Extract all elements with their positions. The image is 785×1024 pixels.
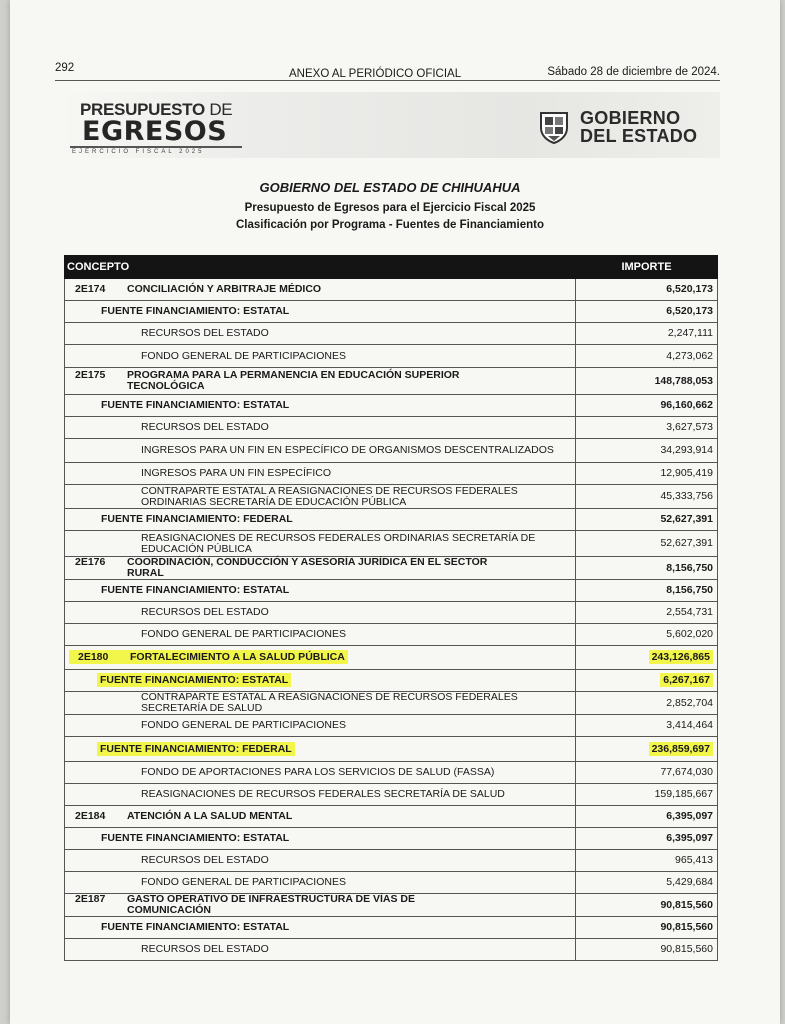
funding-source-label: FUENTE FINANCIAMIENTO: ESTATAL [97,673,291,687]
amount-value: 236,859,697 [649,742,713,756]
concept-cell [65,806,576,828]
funding-detail-label: RECURSOS DEL ESTADO [141,327,269,339]
amount-value: 2,247,111 [667,327,713,339]
program-code: 2E174 [75,283,106,295]
funding-detail-row [65,624,718,646]
concept-cell [65,917,576,939]
concept-header: CONCEPTO [65,256,576,279]
government-line-2: DEL ESTADO [580,126,698,146]
program-row [65,279,718,301]
funding-detail-label: CONTRAPARTE ESTATAL A REASIGNACIONES DE RECURSOS FEDERALES SECRETARÍA DE SALUD [141,691,518,714]
amount-cell [576,894,718,917]
funding-source-label: FUENTE FINANCIAMIENTO: ESTATAL [101,305,290,317]
program-code: 2E187 [75,893,106,905]
amount-cell [576,279,718,301]
funding-detail-label: INGRESOS PARA UN FIN ESPECÍFICO [141,467,332,479]
funding-source-row [65,917,718,939]
funding-detail-label: RECURSOS DEL ESTADO [141,421,269,433]
concept-cell [65,345,576,368]
document-subtitle: Presupuesto de Egresos para el Ejercicio Fiscal 2025 [244,202,536,214]
government-logo-text [580,109,697,145]
amount-cell [576,531,718,557]
amount-cell [576,323,718,345]
amount-cell [576,417,718,439]
concept-cell [65,894,576,917]
page-number: 292 [55,62,75,74]
funding-source-row [65,670,718,692]
amount-cell [576,692,718,715]
amount-cell [576,939,718,961]
funding-source-label: FUENTE FINANCIAMIENTO: ESTATAL [101,921,290,933]
concept-cell [65,692,576,715]
concept-cell [65,557,576,580]
concept-cell [65,463,576,485]
table-body [65,279,718,961]
concept-cell [65,580,576,602]
amount-value: 8,156,750 [666,584,713,596]
amount-cell [576,345,718,368]
funding-source-label: FUENTE FINANCIAMIENTO: FEDERAL [97,742,295,756]
brand-divider [70,146,242,148]
amount-value: 45,333,756 [660,490,713,502]
funding-detail-label: FONDO GENERAL DE PARTICIPACIONES [141,349,346,362]
amount-cell [576,395,718,417]
amount-cell [576,624,718,646]
header-divider [55,80,720,81]
highlight-mark [69,650,348,664]
concept-cell [65,670,576,692]
funding-detail-label: FONDO GENERAL DE PARTICIPACIONES [141,876,346,888]
amount-cell [576,715,718,737]
program-row [65,557,718,580]
page-header [55,62,720,82]
funding-detail-row [65,439,718,463]
amount-value: 52,627,391 [660,537,713,549]
funding-source-label: FUENTE FINANCIAMIENTO: ESTATAL [101,399,290,411]
amount-value: 52,627,391 [660,513,713,525]
amount-value: 90,815,560 [660,898,713,911]
brand-de-text: DE [209,100,233,119]
amount-value: 90,815,560 [660,943,713,955]
funding-source-row [65,509,718,531]
amount-value: 6,395,097 [666,832,713,844]
funding-detail-label: RECURSOS DEL ESTADO [141,943,269,955]
document-title: GOBIERNO DEL ESTADO DE CHIHUAHUA [259,180,521,195]
concept-cell [65,828,576,850]
concept-cell [65,323,576,345]
funding-detail-label: FONDO DE APORTACIONES PARA LOS SERVICIOS DE SALUD (FASSA) [141,766,495,778]
amount-value: 3,414,464 [666,719,713,731]
funding-detail-row [65,602,718,624]
funding-detail-row [65,715,718,737]
publication-name: ANEXO AL PERIÓDICO OFICIAL [289,68,462,80]
concept-cell [65,602,576,624]
amount-value: 8,156,750 [666,561,713,574]
table-header [65,256,718,279]
amount-value: 90,815,560 [660,921,713,933]
publication-date: Sábado 28 de diciembre de 2024. [547,66,720,78]
funding-detail-row [65,939,718,961]
funding-source-row [65,395,718,417]
amount-value: 6,520,173 [666,305,713,317]
funding-detail-row [65,485,718,509]
program-row [65,646,718,670]
coat-of-arms-icon [538,110,570,144]
funding-detail-label: CONTRAPARTE ESTATAL A REASIGNACIONES DE RECURSOS FEDERALES ORDINARIAS SECRETARÍA DE EDUCACIÓN PÚBLICA [141,484,518,508]
funding-source-label: FUENTE FINANCIAMIENTO: ESTATAL [101,584,290,596]
amount-header: IMPORTE [576,256,718,279]
funding-detail-row [65,463,718,485]
program-row [65,806,718,828]
amount-value: 34,293,914 [660,444,713,456]
amount-value: 6,267,167 [660,673,713,687]
amount-cell [576,670,718,692]
amount-cell [576,368,718,395]
amount-cell [576,602,718,624]
concept-cell [65,784,576,806]
funding-detail-row [65,762,718,784]
program-code: 2E176 [75,556,106,568]
budget-table [64,255,718,961]
funding-detail-label: FONDO GENERAL DE PARTICIPACIONES [141,719,346,731]
amount-cell [576,485,718,509]
funding-detail-label: REASIGNACIONES DE RECURSOS FEDERALES SECRETARÍA DE SALUD [141,788,505,800]
amount-value: 4,273,062 [666,349,713,362]
funding-detail-row [65,692,718,715]
program-row [65,894,718,917]
amount-value: 159,185,667 [654,788,713,800]
concept-cell [65,715,576,737]
concept-cell [65,624,576,646]
amount-value: 2,852,704 [666,696,713,709]
concept-cell [65,531,576,557]
funding-detail-row [65,345,718,368]
concept-cell [65,417,576,439]
concept-cell [65,646,576,670]
amount-value: 3,627,573 [666,421,713,433]
concept-cell [65,368,576,395]
concept-cell [65,939,576,961]
brand-top-text: PRESUPUESTO [80,100,205,119]
funding-source-row [65,828,718,850]
concept-cell [65,850,576,872]
brand-subtitle: EJERCICIO FISCAL 2025 [72,149,205,155]
concept-cell [65,762,576,784]
funding-detail-row [65,850,718,872]
document-classification: Clasificación por Programa - Fuentes de Financiamiento [235,219,544,231]
amount-value: 965,413 [675,854,713,866]
funding-source-label: FUENTE FINANCIAMIENTO: ESTATAL [101,832,290,844]
amount-value: 5,429,684 [666,876,713,888]
amount-cell [576,439,718,463]
concept-cell [65,872,576,894]
funding-source-label: FUENTE FINANCIAMIENTO: FEDERAL [101,513,293,525]
amount-cell [576,509,718,531]
concept-cell [65,395,576,417]
funding-detail-row [65,417,718,439]
brand-main: EGRESOS [82,116,228,147]
amount-value: 148,788,053 [654,374,713,387]
amount-cell [576,784,718,806]
funding-detail-label: RECURSOS DEL ESTADO [141,854,269,866]
concept-cell [65,279,576,301]
amount-cell [576,872,718,894]
program-row [65,368,718,395]
program-code: 2E175 [75,369,106,381]
amount-value: 12,905,419 [660,467,713,479]
funding-source-row [65,301,718,323]
funding-detail-label: INGRESOS PARA UN FIN EN ESPECÍFICO DE ORGANISMOS DESCENTRALIZADOS [141,444,554,456]
concept-cell [65,509,576,531]
amount-cell [576,463,718,485]
program-label: CONCILIACIÓN Y ARBITRAJE MÉDICO [127,283,322,295]
funding-detail-row [65,872,718,894]
amount-value: 96,160,662 [660,399,713,411]
funding-detail-label: REASIGNACIONES DE RECURSOS FEDERALES ORDINARIAS SECRETARÍA DE EDUCACIÓN PÚBLICA [141,531,536,555]
amount-value: 5,602,020 [666,628,713,640]
funding-detail-label: RECURSOS DEL ESTADO [141,606,269,618]
program-label: GASTO OPERATIVO DE INFRAESTRUCTURA DE VÍAS DE COMUNICACIÓN [127,893,415,916]
amount-cell [576,737,718,762]
amount-cell [576,806,718,828]
funding-detail-row [65,323,718,345]
amount-cell [576,850,718,872]
document-titles [60,180,720,231]
amount-cell [576,646,718,670]
amount-value: 77,674,030 [660,766,713,778]
amount-cell [576,580,718,602]
amount-value: 2,554,731 [666,606,713,618]
amount-cell [576,762,718,784]
program-code: 2E184 [75,810,106,822]
amount-cell [576,828,718,850]
funding-source-row [65,737,718,762]
concept-cell [65,485,576,509]
funding-detail-label: FONDO GENERAL DE PARTICIPACIONES [141,628,346,640]
amount-cell [576,301,718,323]
program-label: COORDINACIÓN, CONDUCCIÓN Y ASESORÍA JURÍDICA EN EL SECTOR RURAL [127,556,488,579]
program-code: 2E180 [78,651,109,663]
concept-cell [65,737,576,762]
funding-detail-row [65,784,718,806]
program-label: ATENCIÓN A LA SALUD MENTAL [127,810,293,822]
banner [60,92,720,158]
funding-detail-row [65,531,718,557]
program-label: PROGRAMA PARA LA PERMANENCIA EN EDUCACIÓN SUPERIOR TECNOLÓGICA [127,369,460,392]
amount-value: 243,126,865 [649,650,713,664]
amount-cell [576,917,718,939]
funding-source-row [65,580,718,602]
concept-cell [65,439,576,463]
program-label: FORTALECIMIENTO A LA SALUD PÚBLICA [130,651,345,663]
amount-cell [576,557,718,580]
amount-value: 6,395,097 [666,810,713,822]
concept-cell [65,301,576,323]
government-line-1: GOBIERNO [580,108,681,128]
amount-value: 6,520,173 [666,283,713,295]
